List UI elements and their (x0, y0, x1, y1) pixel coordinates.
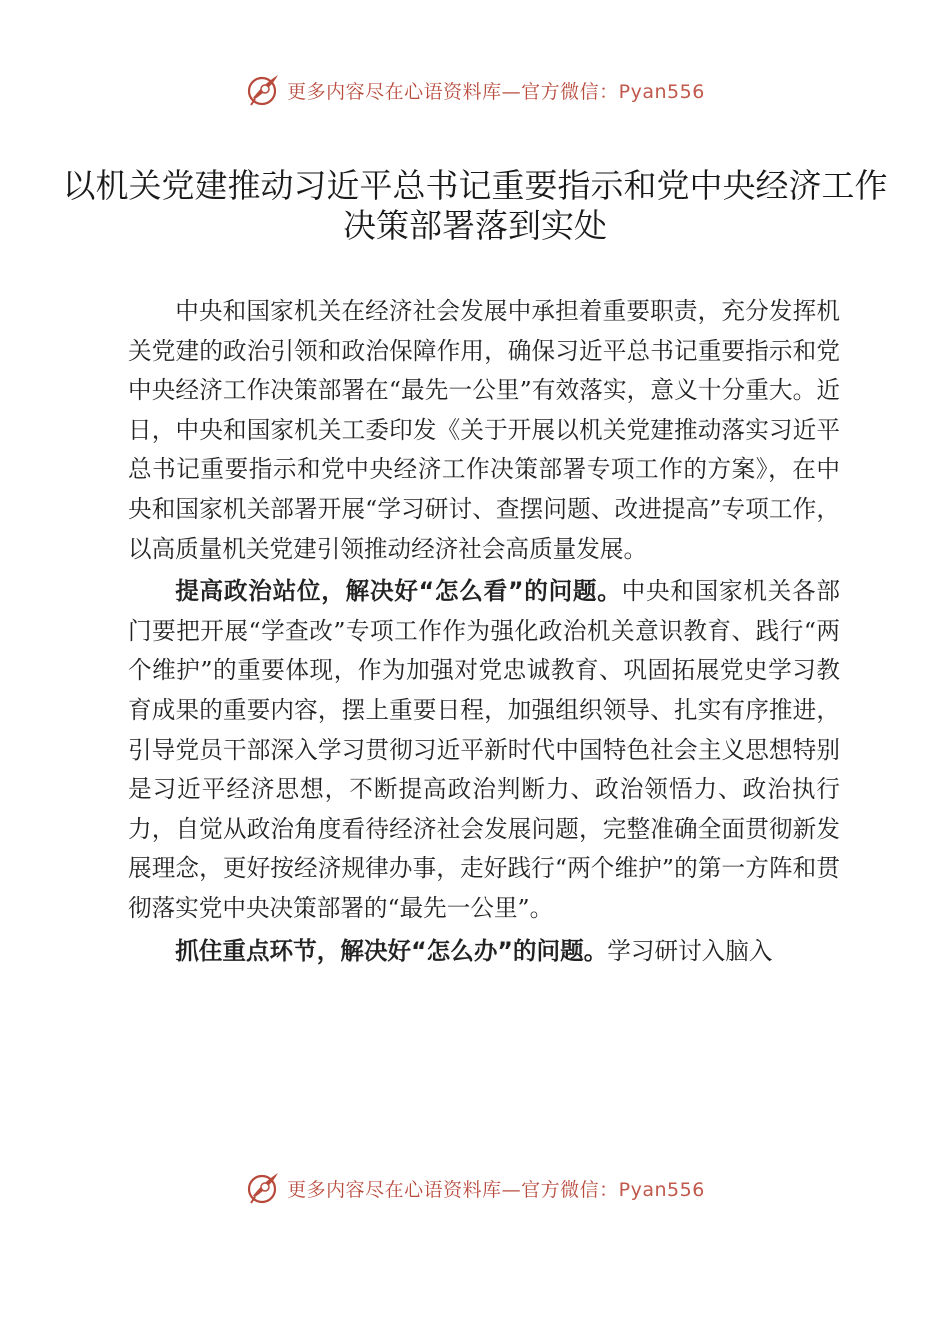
banner-text: 更多内容尽在心语资料库—官方微信：Pyan556 (287, 1178, 705, 1201)
paragraph-text: 中央和国家机关各部门要把开展“学查改”专项工作作为强化政治机关意识教育、践行“两个维护”的重要体现，作为加强对党忠诚教育、巩固拓展党史学习教育成果的重要内容，摆上重要日程，加强组织领导、扎实有序推进，引导党员干部深入学习贯彻习近平新时代中国特色社会主义思想特别是习近平经济思想，不断提高政治判断力、政治领悟力、政治执行力，自觉从政治角度看待经济社会发展问题，完整准确全面贯彻新发展理念，更好按经济规律办事，走好践行“两个维护”的第一方阵和贯彻落实党中央决策部署的“最先一公里”。 (128, 577, 841, 922)
paragraph-text: 中央和国家机关在经济社会发展中承担着重要职责，充分发挥机关党建的政治引领和政治保障作用，确保习近平总书记重要指示和党中央经济工作决策部署在“最先一公里”有效落实，意义十分重大。近日，中央和国家机关工委印发《关于开展以机关党建推动落实习近平总书记重要指示和党中央经济工作决策部署专项工作的方案》，在中央和国家机关部署开展“学习研讨、查摆问题、改进提高”专项工作，以高质量机关党建引领推动经济社会高质量发展。 (128, 297, 840, 563)
document-body (128, 292, 840, 974)
document-title: 以机关党建推动习近平总书记重要指示和党中央经济工作决策部署落到实处 (62, 166, 888, 245)
paragraph-lead: 抓住重点环节，解决好“怎么办”的问题。 (175, 936, 608, 965)
quill-pen-logo-icon (245, 1170, 281, 1206)
quill-pen-logo-icon (245, 72, 281, 108)
footer-banner (0, 1170, 950, 1206)
banner-text: 更多内容尽在心语资料库—官方微信：Pyan556 (287, 80, 705, 103)
paragraph-lead: 提高政治站位，解决好“怎么看”的问题。 (175, 577, 622, 606)
paragraph-text: 学习研讨入脑入 (607, 936, 773, 965)
wechat-id: Pyan556 (618, 80, 705, 103)
paragraph (128, 932, 840, 972)
header-banner (0, 72, 950, 108)
paragraph (128, 572, 840, 928)
wechat-id: Pyan556 (618, 1178, 705, 1201)
paragraph (128, 292, 840, 569)
